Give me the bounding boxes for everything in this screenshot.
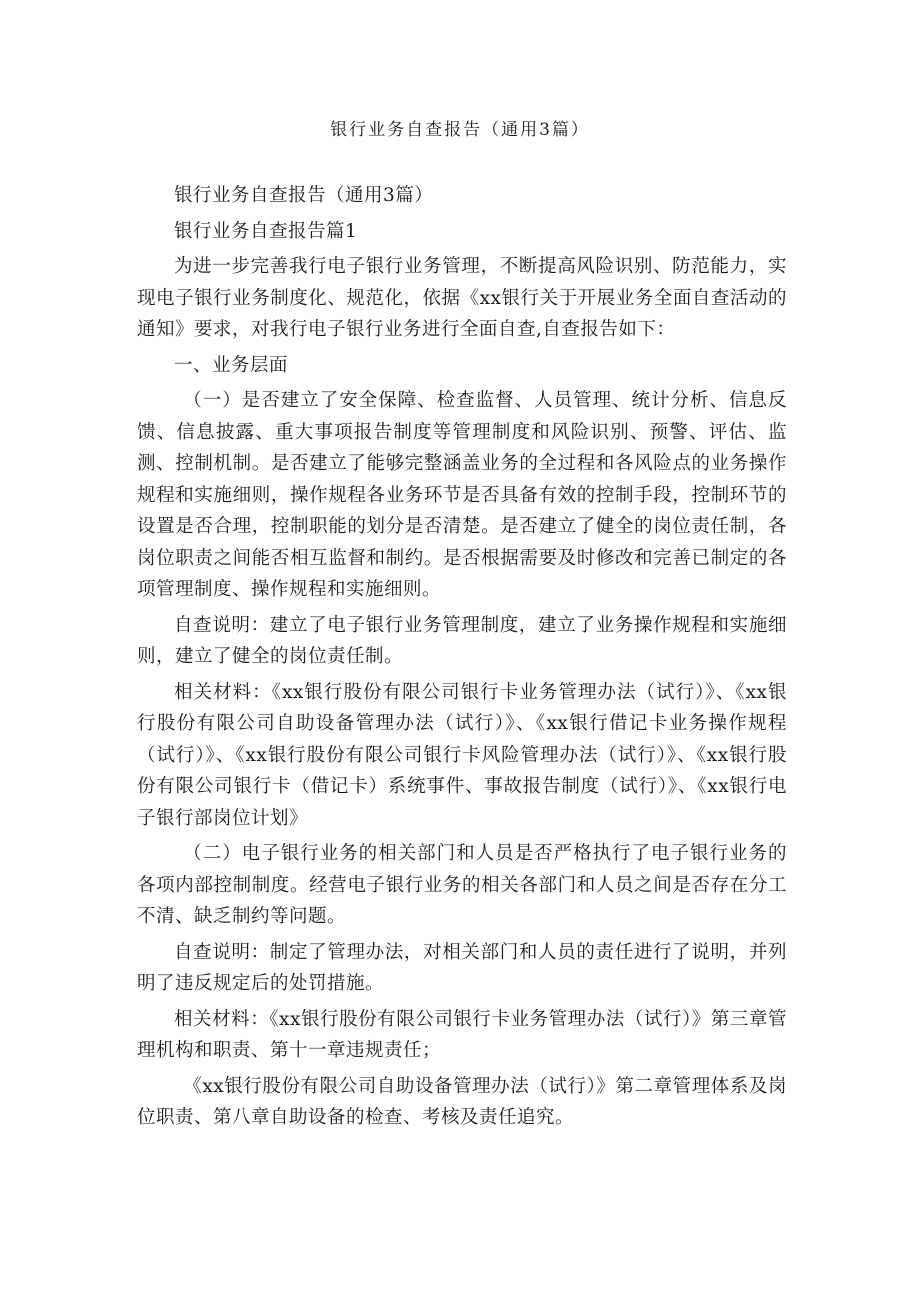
related-materials-2-cont: 《xx银行股份有限公司自助设备管理办法（试行）》第二章管理体系及岗位职责、第八章自助设备的检查、考核及责任追究。 — [137, 1075, 787, 1128]
item-two-paragraph: （二）电子银行业务的相关部门和人员是否严格执行了电子银行业务的各项内部控制制度。经营电子银行业务的相关各部门和人员之间是否存在分工不清、缺乏制约等问题。 — [137, 843, 787, 927]
item-one-paragraph: （一）是否建立了安全保障、检查监督、人员管理、统计分析、信息反馈、信息披露、重大事项报告制度等管理制度和风险识别、预警、评估、监测、控制机制。是否建立了能够完整涵盖业务的全过程和各风险点的业务操作规程和实施细则，操作规程各业务环节是否具备有效的控制手段，控制环节的设置是否合理，控制职能的划分是否清楚。是否建立了健全的岗位责任制，各岗位职责之间能否相互监督和制约。是否根据需要及时修改和完善已制定的各项管理制度、操作规程和实施细则。 — [137, 390, 787, 600]
section-heading: 银行业务自查报告篇1 — [174, 220, 358, 242]
document-title: 银行业务自查报告（通用3篇） — [330, 120, 590, 140]
related-materials-2: 相关材料：《xx银行股份有限公司银行卡业务管理办法（试行）》第三章管理机构和职责、第十一章违规责任； — [137, 1008, 787, 1061]
level1-heading: 一、业务层面 — [174, 354, 289, 376]
intro-paragraph: 为进一步完善我行电子银行业务管理，不断提高风险识别、防范能力，实现电子银行业务制度化、规范化，依据《xx银行关于开展业务全面自查活动的通知》要求，对我行电子银行业务进行全面自查,自查报告如下： — [137, 256, 787, 340]
self-check-note-1: 自查说明：建立了电子银行业务管理制度，建立了业务操作规程和实施细则，建立了健全的岗位责任制。 — [137, 614, 787, 667]
related-materials-1: 相关材料：《xx银行股份有限公司银行卡业务管理办法（试行）》、《xx银行股份有限公司自助设备管理办法（试行）》、《xx银行借记卡业务操作规程（试行）》、《xx银行股份有限公司银行卡风险管理办法（试行）》、《xx银行股份有限公司银行卡（借记卡）系统事件、事故报告制度（试行）》、《xx银行电子银行部岗位计划》 — [137, 681, 787, 829]
document-body — [137, 180, 787, 1138]
subtitle-paragraph: 银行业务自查报告（通用3篇） — [174, 185, 434, 206]
self-check-note-2: 自查说明：制定了管理办法，对相关部门和人员的责任进行了说明，并列明了违反规定后的处罚措施。 — [137, 941, 787, 994]
